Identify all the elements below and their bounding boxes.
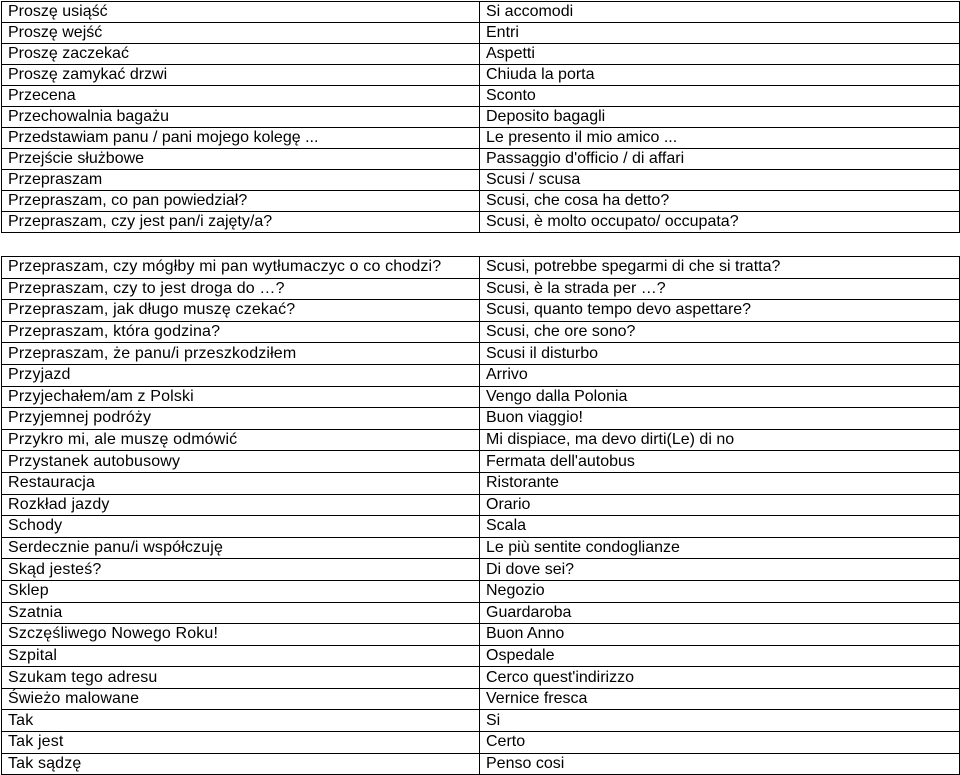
table-row	[2, 472, 960, 494]
polish-phrase-cell: Przepraszam, czy mógłby mi pan wytłumaczyc o co chodzi?	[2, 257, 480, 279]
polish-phrase-cell: Przyjechałem/am z Polski	[2, 386, 480, 408]
italian-phrase-cell: Buon Anno	[480, 624, 960, 646]
polish-phrase-cell: Przepraszam, czy jest pan/i zajęty/a?	[2, 212, 480, 233]
table-row	[2, 86, 960, 107]
italian-phrase-cell: Mi dispiace, ma devo dirti(Le) di no	[480, 429, 960, 451]
polish-phrase-cell: Proszę wejść	[2, 23, 480, 44]
table-row	[2, 278, 960, 300]
polish-phrase-cell: Przedstawiam panu / pani mojego kolegę ...	[2, 128, 480, 149]
polish-phrase-cell: Przepraszam, jak długo muszę czekać?	[2, 300, 480, 322]
polish-phrase-cell: Szczęśliwego Nowego Roku!	[2, 624, 480, 646]
italian-phrase-cell: Le presento il mio amico ...	[480, 128, 960, 149]
italian-phrase-cell: Si accomodi	[480, 2, 960, 23]
polish-phrase-cell: Przystanek autobusowy	[2, 451, 480, 473]
italian-phrase-cell: Guardaroba	[480, 602, 960, 624]
italian-phrase-cell: Cerco quest'indirizzo	[480, 667, 960, 689]
italian-phrase-cell: Scusi, potrebbe spegarmi di che si tratta?	[480, 257, 960, 279]
polish-phrase-cell: Serdecznie panu/i współczuję	[2, 537, 480, 559]
table-row	[2, 580, 960, 602]
italian-phrase-cell: Entri	[480, 23, 960, 44]
polish-phrase-cell: Przykro mi, ale muszę odmówić	[2, 429, 480, 451]
table-row	[2, 2, 960, 23]
italian-phrase-cell: Buon viaggio!	[480, 408, 960, 430]
italian-phrase-cell: Scusi, è la strada per …?	[480, 278, 960, 300]
italian-phrase-cell: Aspetti	[480, 44, 960, 65]
polish-phrase-cell: Tak jest	[2, 732, 480, 754]
table-row	[2, 191, 960, 212]
table-row	[2, 386, 960, 408]
table-row	[2, 494, 960, 516]
table-row	[2, 516, 960, 538]
italian-phrase-cell: Vernice fresca	[480, 688, 960, 710]
table-row	[2, 429, 960, 451]
polish-phrase-cell: Proszę usiąść	[2, 2, 480, 23]
polish-phrase-cell: Szpital	[2, 645, 480, 667]
table-row	[2, 537, 960, 559]
polish-phrase-cell: Schody	[2, 516, 480, 538]
polish-phrase-cell: Szukam tego adresu	[2, 667, 480, 689]
table-row	[2, 732, 960, 754]
table-row	[2, 44, 960, 65]
italian-phrase-cell: Scusi, è molto occupato/ occupata?	[480, 212, 960, 233]
polish-phrase-cell: Przepraszam, która godzina?	[2, 321, 480, 343]
table-row	[2, 602, 960, 624]
italian-phrase-cell: Scusi / scusa	[480, 170, 960, 191]
polish-phrase-cell: Tak sądzę	[2, 753, 480, 775]
italian-phrase-cell: Sconto	[480, 86, 960, 107]
table-row	[2, 65, 960, 86]
italian-phrase-cell: Deposito bagagli	[480, 107, 960, 128]
italian-phrase-cell: Chiuda la porta	[480, 65, 960, 86]
polish-phrase-cell: Przepraszam	[2, 170, 480, 191]
polish-phrase-cell: Przepraszam, co pan powiedział?	[2, 191, 480, 212]
polish-phrase-cell: Tak	[2, 710, 480, 732]
table-row	[2, 107, 960, 128]
table-row	[2, 559, 960, 581]
italian-phrase-cell: Di dove sei?	[480, 559, 960, 581]
polish-phrase-cell: Sklep	[2, 580, 480, 602]
polish-phrase-cell: Przejście służbowe	[2, 149, 480, 170]
polish-phrase-cell: Rozkład jazdy	[2, 494, 480, 516]
polish-phrase-cell: Przecena	[2, 86, 480, 107]
italian-phrase-cell: Scala	[480, 516, 960, 538]
table-row	[2, 170, 960, 191]
table-row	[2, 667, 960, 689]
table-row	[2, 300, 960, 322]
table-row	[2, 645, 960, 667]
polish-phrase-cell: Przepraszam, czy to jest droga do …?	[2, 278, 480, 300]
polish-phrase-cell: Szatnia	[2, 602, 480, 624]
table-row	[2, 321, 960, 343]
table-row	[2, 624, 960, 646]
table-row	[2, 23, 960, 44]
polish-phrase-cell: Skąd jesteś?	[2, 559, 480, 581]
table-row	[2, 364, 960, 386]
italian-phrase-cell: Certo	[480, 732, 960, 754]
table-row	[2, 257, 960, 279]
italian-phrase-cell: Ospedale	[480, 645, 960, 667]
italian-phrase-cell: Arrivo	[480, 364, 960, 386]
table-row	[2, 710, 960, 732]
polish-phrase-cell: Proszę zamykać drzwi	[2, 65, 480, 86]
polish-phrase-cell: Proszę zaczekać	[2, 44, 480, 65]
table-row	[2, 451, 960, 473]
italian-phrase-cell: Scusi, che ore sono?	[480, 321, 960, 343]
italian-phrase-cell: Vengo dalla Polonia	[480, 386, 960, 408]
table-row	[2, 149, 960, 170]
italian-phrase-cell: Orario	[480, 494, 960, 516]
table-row	[2, 343, 960, 365]
italian-phrase-cell: Negozio	[480, 580, 960, 602]
italian-phrase-cell: Penso cosi	[480, 753, 960, 775]
italian-phrase-cell: Scusi il disturbo	[480, 343, 960, 365]
polish-phrase-cell: Przechowalnia bagażu	[2, 107, 480, 128]
table-row	[2, 128, 960, 149]
polish-phrase-cell: Świeżo malowane	[2, 688, 480, 710]
polish-phrase-cell: Przyjazd	[2, 364, 480, 386]
italian-phrase-cell: Le più sentite condoglianze	[480, 537, 960, 559]
italian-phrase-cell: Si	[480, 710, 960, 732]
phrase-table-bottom	[1, 256, 960, 775]
phrase-table-bottom-body	[2, 257, 960, 775]
italian-phrase-cell: Fermata dell'autobus	[480, 451, 960, 473]
italian-phrase-cell: Passaggio d'officio / di affari	[480, 149, 960, 170]
polish-phrase-cell: Przyjemnej podróży	[2, 408, 480, 430]
table-row	[2, 408, 960, 430]
italian-phrase-cell: Ristorante	[480, 472, 960, 494]
italian-phrase-cell: Scusi, quanto tempo devo aspettare?	[480, 300, 960, 322]
polish-phrase-cell: Restauracja	[2, 472, 480, 494]
phrase-table-top	[1, 1, 960, 233]
table-row	[2, 212, 960, 233]
italian-phrase-cell: Scusi, che cosa ha detto?	[480, 191, 960, 212]
table-row	[2, 688, 960, 710]
table-row	[2, 753, 960, 775]
polish-phrase-cell: Przepraszam, że panu/i przeszkodziłem	[2, 343, 480, 365]
phrase-table-top-body	[2, 2, 960, 233]
